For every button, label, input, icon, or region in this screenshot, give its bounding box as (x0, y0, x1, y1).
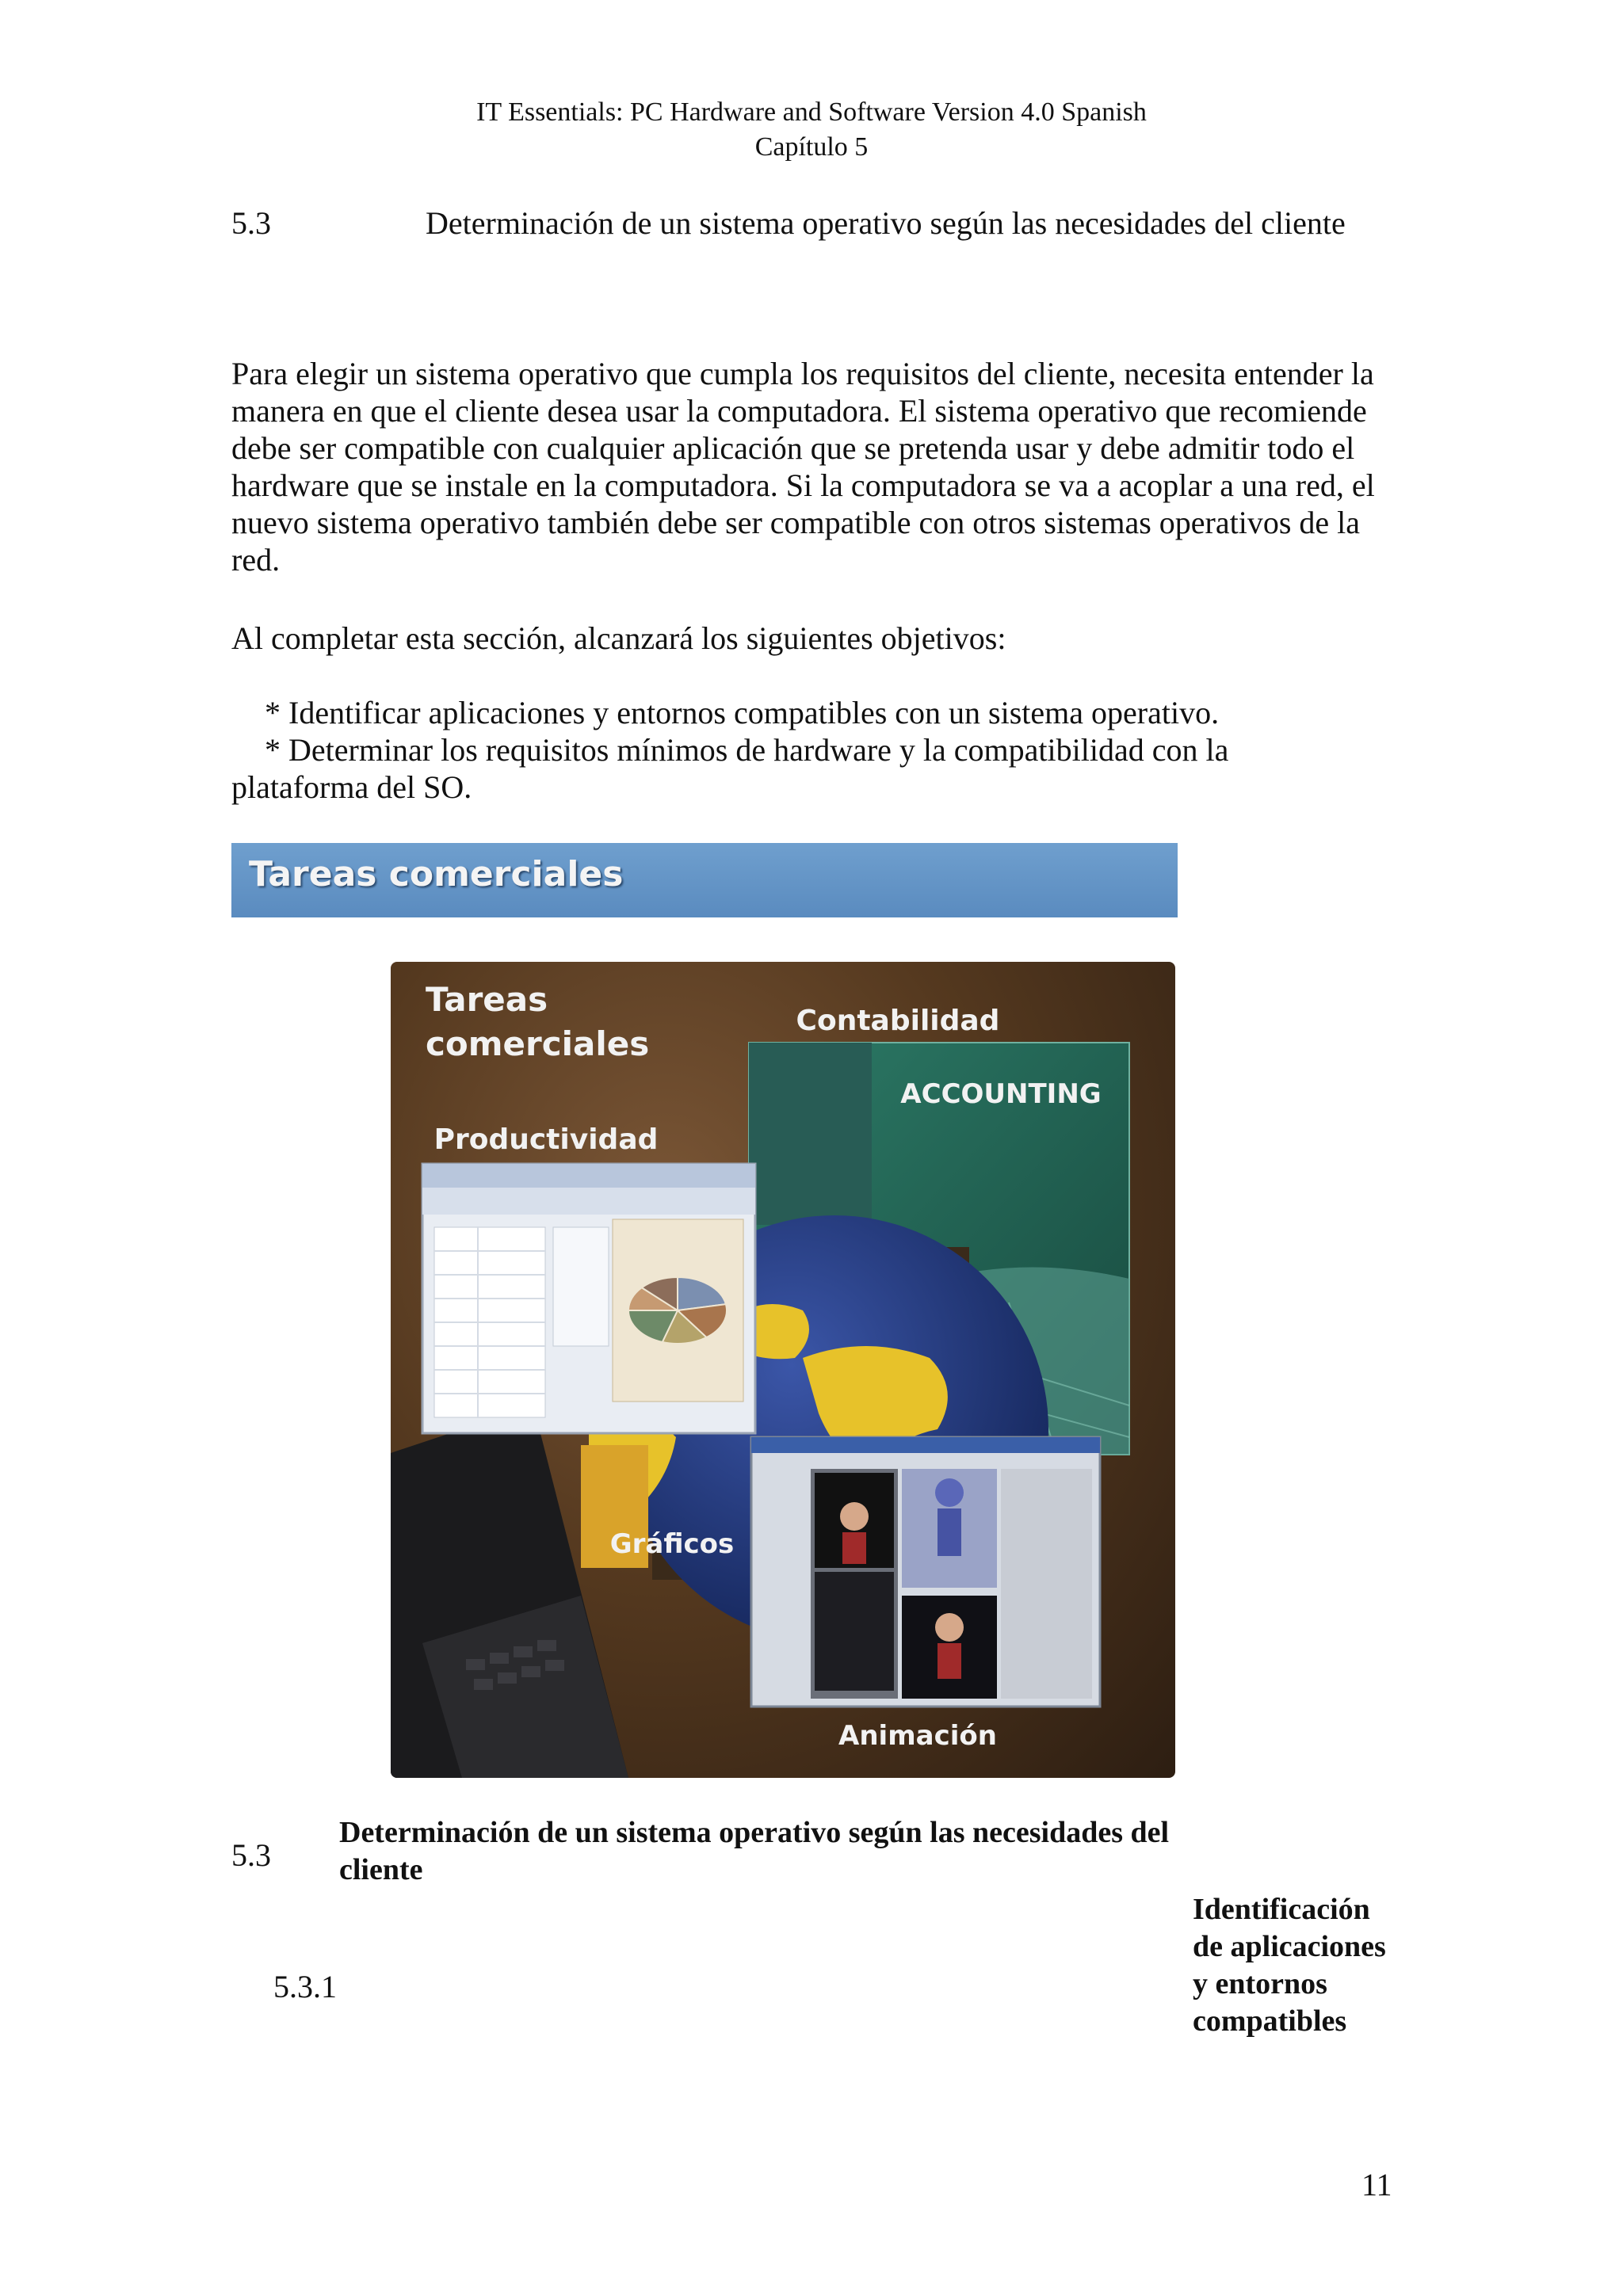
bottom-section-number: 5.3 (231, 1837, 271, 1873)
figure-banner (231, 843, 1178, 917)
intro-paragraph: Para elegir un sistema operativo que cumpla los requisitos del cliente, necesita entender la manera en que el cliente desea usar la computadora. El sistema operativo que recomiende debe ser compatible con cualquier aplicación que se pretenda usar y debe admitir todo el hardware que se instale en la computadora. Si la computadora se va a acoplar a una red, el nuevo sistema operativo también debe ser compatible con otros sistemas operativos de la red. (231, 356, 1375, 578)
business-tasks-figure (391, 962, 1175, 1778)
label-accounting: Contabilidad (796, 1005, 1000, 1037)
section-number: 5.3 (231, 205, 271, 241)
figure-panel-title-line2: comerciales (426, 1024, 650, 1063)
figure-illustration (391, 962, 1175, 1778)
subsection-number: 5.3.1 (273, 1969, 337, 2004)
page-number: 11 (1361, 2167, 1392, 2203)
objective-item-continuation: plataforma del SO. (231, 769, 472, 805)
section-title: Determinación de un sistema operativo según las necesidades del cliente (426, 205, 1346, 241)
document-header-title: IT Essentials: PC Hardware and Software Version 4.0 Spanish (476, 97, 1147, 127)
productivity-screenshot (422, 1164, 755, 1433)
accounting-book-title: ACCOUNTING (900, 1078, 1102, 1110)
objectives-intro: Al completar esta sección, alcanzará los siguientes objetivos: (231, 620, 1006, 656)
objective-item: * Determinar los requisitos mínimos de hardware y la compatibilidad con la (265, 732, 1229, 768)
objectives-list (231, 694, 1404, 806)
figure-banner-title: Tareas comerciales (249, 854, 624, 894)
document-header-chapter: Capítulo 5 (754, 132, 869, 162)
bottom-section-title: Determinación de un sistema operativo según las necesidades del cliente (339, 1816, 1170, 1886)
label-productivity: Productividad (433, 1123, 659, 1156)
label-graphics: Gráficos (609, 1528, 735, 1560)
label-animation: Animación (838, 1720, 997, 1752)
animation-screenshot (751, 1437, 1100, 1707)
objective-item: * Identificar aplicaciones y entornos compatibles con un sistema operativo. (265, 695, 1220, 730)
figure-panel-title-line1: Tareas (426, 980, 548, 1019)
pie-chart (628, 1277, 727, 1344)
subsection-title: Identificación de aplicaciones y entornos compatibles (1193, 1893, 1386, 2038)
